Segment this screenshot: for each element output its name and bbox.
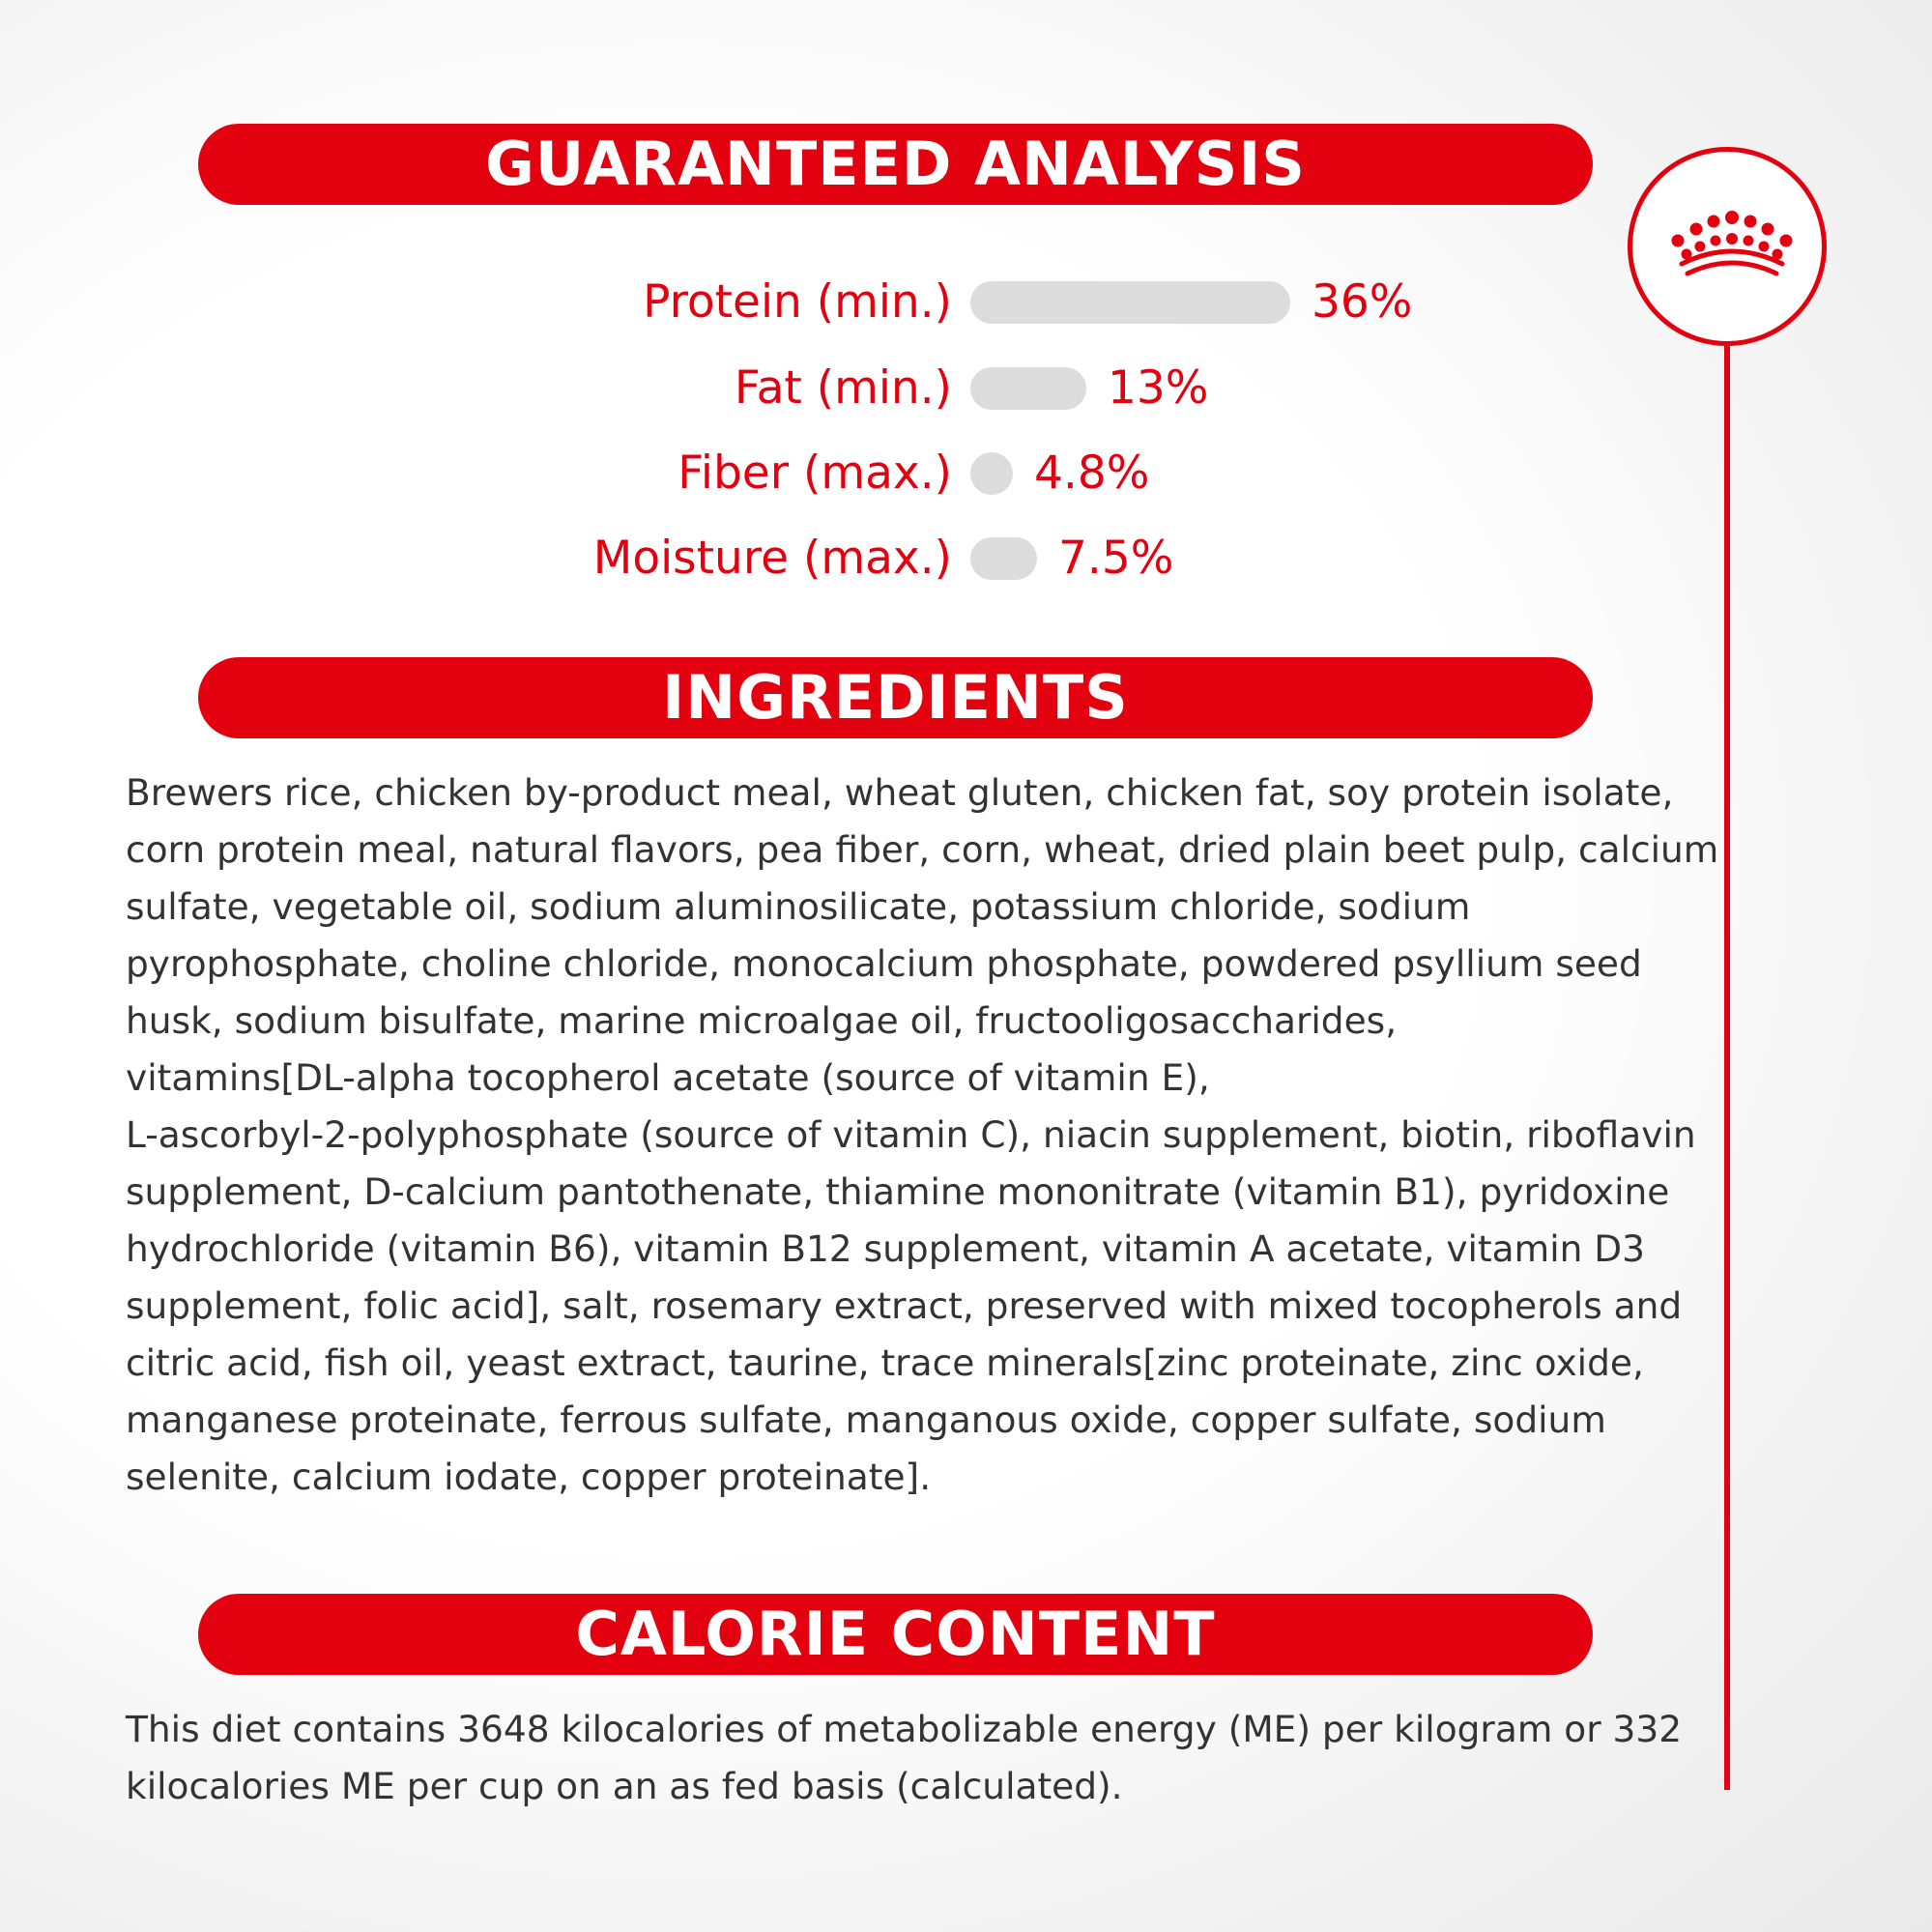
ingredients-line: Brewers rice, chicken by-product meal, wheat gluten, chicken fat, soy protein isolate,	[126, 771, 1674, 814]
analysis-value: 13%	[1108, 361, 1209, 415]
analysis-label: Moisture (max.)	[592, 532, 952, 585]
analysis-bar	[970, 537, 1037, 580]
calorie-line: kilocalories ME per cup on an as fed basis (calculated).	[126, 1765, 1123, 1807]
guaranteed-analysis-heading: GUARANTEED ANALYSIS	[198, 124, 1593, 205]
analysis-bar	[970, 452, 1013, 495]
crown-icon	[1666, 210, 1798, 283]
emblem-vertical-line	[1724, 344, 1730, 1790]
analysis-label: Fat (min.)	[734, 361, 952, 415]
calorie-content-heading: CALORIE CONTENT	[198, 1594, 1593, 1675]
ingredients-line: citric acid, fish oil, yeast extract, taurine, trace minerals[zinc proteinate, zinc oxide,	[126, 1341, 1644, 1384]
ingredients-line: hydrochloride (vitamin B6), vitamin B12 supplement, vitamin A acetate, vitamin D3	[126, 1227, 1646, 1270]
analysis-label: Fiber (max.)	[678, 447, 952, 500]
ingredients-line: husk, sodium bisulfate, marine microalgae oil, fructooligosaccharides,	[126, 999, 1398, 1042]
ingredients-line: vitamins[DL-alpha tocopherol acetate (source of vitamin E),	[126, 1056, 1210, 1099]
ingredients-line: corn protein meal, natural flavors, pea fiber, corn, wheat, dried plain beet pulp, calcium	[126, 828, 1719, 871]
ingredients-line: L-ascorbyl-2-polyphosphate (source of vitamin C), niacin supplement, biotin, riboflavin	[126, 1113, 1696, 1156]
brand-emblem	[1628, 147, 1827, 346]
ingredients-line: sulfate, vegetable oil, sodium aluminosilicate, potassium chloride, sodium	[126, 885, 1471, 928]
analysis-bar	[970, 281, 1290, 324]
analysis-value: 7.5%	[1058, 532, 1174, 585]
calorie-content-text	[126, 1701, 1701, 1815]
ingredients-line: supplement, folic acid], salt, rosemary extract, preserved with mixed tocopherols and	[126, 1284, 1683, 1327]
ingredients-line: manganese proteinate, ferrous sulfate, manganous oxide, copper sulfate, sodium	[126, 1399, 1606, 1441]
ingredients-heading: INGREDIENTS	[198, 657, 1593, 738]
analysis-bar	[970, 367, 1086, 410]
calorie-line: This diet contains 3648 kilocalories of metabolizable energy (ME) per kilogram or 332	[126, 1708, 1683, 1750]
analysis-value: 36%	[1312, 275, 1413, 329]
analysis-label: Protein (min.)	[643, 275, 952, 329]
ingredients-line: supplement, D-calcium pantothenate, thiamine mononitrate (vitamin B1), pyridoxine	[126, 1170, 1670, 1213]
ingredients-line: pyrophosphate, choline chloride, monocalcium phosphate, powdered psyllium seed	[126, 942, 1642, 985]
analysis-value: 4.8%	[1034, 447, 1150, 500]
ingredients-line: selenite, calcium iodate, copper proteinate].	[126, 1456, 932, 1498]
ingredients-text	[126, 764, 1719, 1506]
